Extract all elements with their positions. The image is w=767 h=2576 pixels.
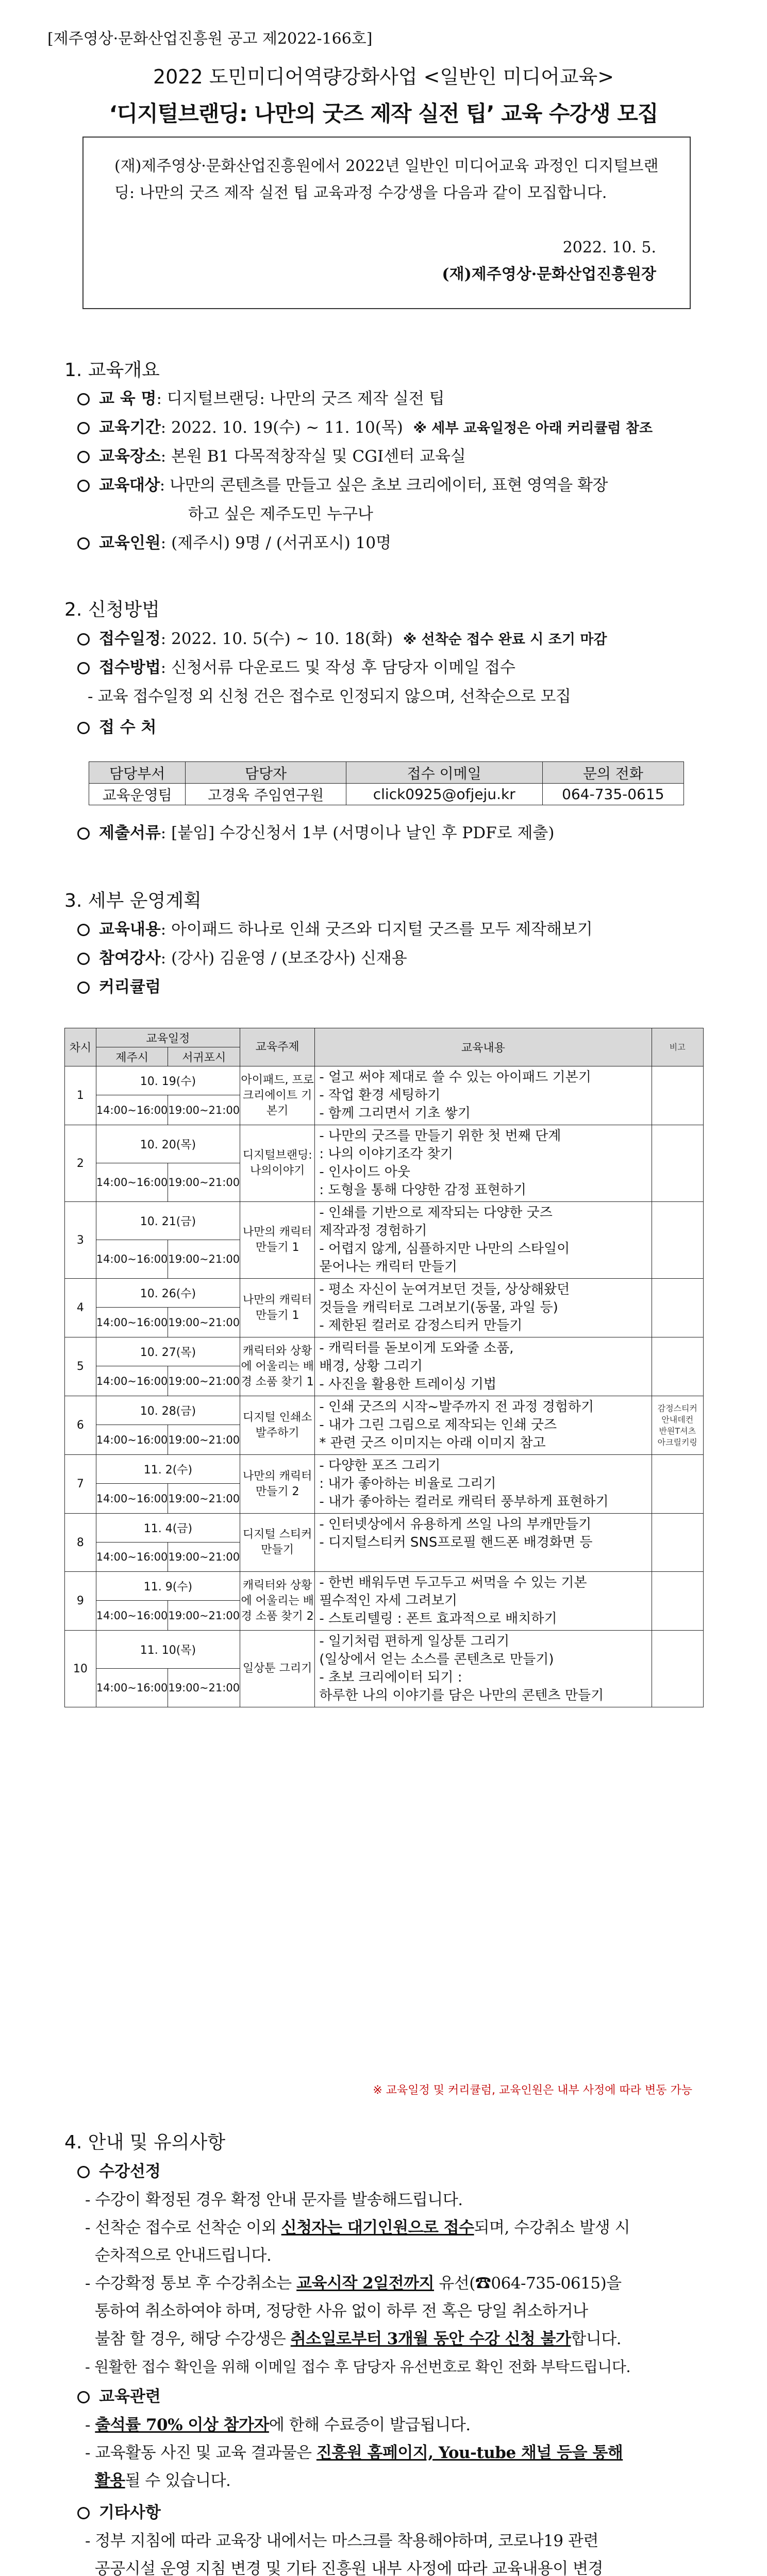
session-number: 5 bbox=[65, 1337, 96, 1396]
bullet-circle-icon bbox=[77, 633, 90, 646]
intro-box bbox=[82, 137, 691, 309]
session-content: - 다양한 포즈 그리기 : 내가 좋아하는 비율로 그리기 - 내가 좋아하는 컬러로 캐릭터 풍부하게 표현하기 bbox=[315, 1455, 652, 1514]
bullet-circle-icon bbox=[77, 953, 90, 965]
session-content: - 한번 배워두면 두고두고 써먹을 수 있는 기본 필수적인 자세 그려보기 - 스토리텔링 : 폰트 효과적으로 배치하기 bbox=[315, 1572, 652, 1631]
session-time-seogwipo: 19:00~21:00 bbox=[168, 1095, 240, 1125]
session-number: 3 bbox=[65, 1202, 96, 1279]
apply-docs: 제출서류: [붙임] 수강신청서 1부 (서명이나 날인 후 PDF로 제출) bbox=[77, 822, 554, 844]
session-time-seogwipo: 19:00~21:00 bbox=[168, 1425, 240, 1455]
session-topic: 캐릭터와 상황에 어울리는 배경 소품 찾기 1 bbox=[240, 1337, 315, 1396]
plan-lecturer: 참여강사: (강사) 김윤영 / (보조강사) 신재용 bbox=[77, 947, 407, 970]
session-time-seogwipo: 19:00~21:00 bbox=[168, 1308, 240, 1337]
curriculum-row bbox=[65, 1202, 704, 1240]
session-number: 4 bbox=[65, 1279, 96, 1337]
curriculum-row bbox=[65, 1125, 704, 1163]
session-content: - 평소 자신이 눈여겨보던 것들, 상상해왔던 것들을 캐릭터로 그려보기(동물, 과일 등) - 제한된 컬러로 감정스티커 만들기 bbox=[315, 1279, 652, 1337]
session-date: 10. 27(목) bbox=[96, 1337, 240, 1366]
curriculum-table bbox=[64, 1028, 704, 1707]
session-remark bbox=[652, 1337, 703, 1396]
session-content: - 나만의 굿즈를 만들기 위한 첫 번째 단계 : 나의 이야기조각 찾기 - 인사이드 아웃 : 도형을 통해 다양한 감정 표현하기 bbox=[315, 1125, 652, 1202]
session-content: - 얼고 써야 제대로 쓸 수 있는 아이패드 기본기 - 작업 환경 세팅하기 - 함께 그리면서 기초 쌓기 bbox=[315, 1066, 652, 1125]
bullet-circle-icon bbox=[77, 662, 90, 674]
session-content: - 일기처럼 편하게 일상툰 그리기 (일상에서 얻는 소스를 콘텐츠로 만들기) - 초보 크리에이터 되기 : 하루한 나의 이야기를 담은 나만의 콘텐츠 만들기 bbox=[315, 1631, 652, 1707]
session-content: - 인쇄를 기반으로 제작되는 다양한 굿즈 제작과정 경험하기 - 어렵지 않게, 심플하지만 나만의 스타일이 묻어나는 캐릭터 만들기 bbox=[315, 1202, 652, 1279]
etc-line-2: 공공시설 운영 지침 변경 및 기타 진흥원 내부 사정에 따라 교육내용이 변경 bbox=[85, 2560, 603, 2576]
contact-email[interactable]: click0925@ofjeju.kr bbox=[346, 784, 542, 805]
session-content: - 인터넷상에서 유용하게 쓰일 나의 부캐만들기 - 디지털스티커 SNS프로필 핸드폰 배경화면 등 bbox=[315, 1514, 652, 1572]
session-topic: 캐릭터와 상황에 어울리는 배경 소품 찾기 2 bbox=[240, 1572, 315, 1631]
session-time-seogwipo: 19:00~21:00 bbox=[168, 1484, 240, 1514]
session-topic: 일상툰 그리기 bbox=[240, 1631, 315, 1707]
session-topic: 나만의 캐릭터 만들기 2 bbox=[240, 1455, 315, 1514]
selection-line-3: 순차적으로 안내드립니다. bbox=[85, 2246, 272, 2265]
session-remark bbox=[652, 1279, 703, 1337]
session-content: - 인쇄 굿즈의 시작~발주까지 전 과정 경험하기 - 내가 그린 그림으로 제작되는 인쇄 굿즈 * 관련 굿즈 이미지는 아래 이미지 참고 bbox=[315, 1396, 652, 1455]
contact-table-header bbox=[89, 762, 684, 784]
header-schedule: 교육일정 bbox=[96, 1028, 240, 1047]
overview-item-period: 교육기간: 2022. 10. 19(수) ~ 11. 10(목) ※ 세부 교육일정은 아래 커리큘럼 참조 bbox=[77, 416, 653, 440]
header-content: 교육내용 bbox=[315, 1028, 652, 1066]
session-remark bbox=[652, 1631, 703, 1707]
session-date: 10. 20(목) bbox=[96, 1125, 240, 1163]
session-date: 11. 2(수) bbox=[96, 1455, 240, 1484]
overview-item-capacity: 교육인원: (제주시) 9명 / (서귀포시) 10명 bbox=[77, 532, 391, 554]
session-time-seogwipo: 19:00~21:00 bbox=[168, 1240, 240, 1278]
bullet-circle-icon bbox=[77, 2391, 90, 2403]
header-remark: 비고 bbox=[652, 1028, 703, 1066]
session-remark bbox=[652, 1066, 703, 1125]
curriculum-header-row1 bbox=[65, 1028, 704, 1047]
session-remark bbox=[652, 1572, 703, 1631]
bullet-circle-icon bbox=[77, 480, 90, 492]
session-number: 1 bbox=[65, 1066, 96, 1125]
curriculum-row bbox=[65, 1514, 704, 1543]
section2-heading: 2. 신청방법 bbox=[64, 599, 160, 620]
session-remark bbox=[652, 1455, 703, 1514]
contact-table-row bbox=[89, 784, 684, 805]
bullet-circle-icon bbox=[77, 2166, 90, 2178]
contact-header-email: 접수 이메일 bbox=[346, 762, 542, 784]
plan-content: 교육내용: 아이패드 하나로 인쇄 굿즈와 디지털 굿즈를 모두 제작해보기 bbox=[77, 918, 593, 941]
bullet-circle-icon bbox=[77, 981, 90, 994]
apply-method-note: - 교육 접수일정 외 신청 건은 접수로 인정되지 않으며, 선착순으로 모집 bbox=[88, 687, 571, 706]
session-time-jeju: 14:00~16:00 bbox=[96, 1425, 168, 1455]
session-number: 10 bbox=[65, 1631, 96, 1707]
bullet-circle-icon bbox=[77, 422, 90, 434]
overview-item-target: 교육대상: 나만의 콘텐츠를 만들고 싶은 초보 크리에이터, 표현 영역을 확장 bbox=[77, 474, 608, 497]
session-date: 11. 4(금) bbox=[96, 1514, 240, 1543]
selection-line-1: - 수강이 확정된 경우 확정 안내 문자를 발송해드립니다. bbox=[85, 2191, 463, 2209]
curriculum-row bbox=[65, 1337, 704, 1366]
intro-signature bbox=[442, 234, 656, 288]
session-remark: 감정스티커 안내데컨 반원T셔츠 아크릴키링 bbox=[652, 1396, 703, 1455]
section4-heading: 4. 안내 및 유의사항 bbox=[64, 2132, 226, 2153]
session-remark bbox=[652, 1514, 703, 1572]
session-time-seogwipo: 19:00~21:00 bbox=[168, 1668, 240, 1707]
session-time-seogwipo: 19:00~21:00 bbox=[168, 1163, 240, 1201]
etc-line-1: - 정부 지침에 따라 교육장 내에서는 마스크를 착용해야하며, 코로나19 관련 bbox=[85, 2532, 598, 2550]
session-number: 6 bbox=[65, 1396, 96, 1455]
notice-education-heading: 교육관련 bbox=[77, 2385, 161, 2408]
selection-line-6: 불참 할 경우, 해당 수강생은 취소일로부터 3개월 동안 수강 신청 불가합니다. bbox=[85, 2330, 622, 2348]
session-remark bbox=[652, 1125, 703, 1202]
session-topic: 디지털 스티커 만들기 bbox=[240, 1514, 315, 1572]
apply-contact-label: 접 수 처 bbox=[77, 716, 156, 739]
header-jeju: 제주시 bbox=[96, 1047, 168, 1066]
curriculum-row bbox=[65, 1631, 704, 1669]
notice-etc-heading: 기타사항 bbox=[77, 2501, 161, 2524]
session-time-jeju: 14:00~16:00 bbox=[96, 1366, 168, 1396]
curriculum-row bbox=[65, 1396, 704, 1425]
session-time-jeju: 14:00~16:00 bbox=[96, 1668, 168, 1707]
header-session: 차시 bbox=[65, 1028, 96, 1066]
curriculum-footnote: ※ 교육일정 및 커리큘럼, 교육인원은 내부 사정에 따라 변동 가능 bbox=[373, 2084, 692, 2097]
curriculum-row bbox=[65, 1066, 704, 1095]
bullet-circle-icon bbox=[77, 537, 90, 550]
overview-item-name: 교 육 명: 디지털브랜딩: 나만의 굿즈 제작 실전 팁 bbox=[77, 387, 445, 410]
session-date: 11. 10(목) bbox=[96, 1631, 240, 1669]
selection-line-2: - 선착순 접수로 선착순 이외 신청자는 대기인원으로 접수되며, 수강취소 발생 시 bbox=[85, 2218, 630, 2237]
section1-heading: 1. 교육개요 bbox=[64, 360, 160, 381]
education-line-2: - 교육활동 사진 및 교육 결과물은 진흥원 홈페이지, You-tube 채널 등을 통해 bbox=[85, 2444, 623, 2462]
session-number: 8 bbox=[65, 1514, 96, 1572]
session-number: 2 bbox=[65, 1125, 96, 1202]
apply-method: 접수방법: 신청서류 다운로드 및 작성 후 담당자 이메일 접수 bbox=[77, 656, 515, 679]
session-time-jeju: 14:00~16:00 bbox=[96, 1543, 168, 1572]
session-number: 7 bbox=[65, 1455, 96, 1514]
session-time-jeju: 14:00~16:00 bbox=[96, 1095, 168, 1125]
overview-item-place: 교육장소: 본원 B1 다목적창작실 및 CGI센터 교육실 bbox=[77, 445, 466, 468]
session-topic: 아이패드, 프로크리에이트 기본기 bbox=[240, 1066, 315, 1125]
session-date: 11. 9(수) bbox=[96, 1572, 240, 1601]
selection-line-7: - 원활한 접수 확인을 위해 이메일 접수 후 담당자 유선번호로 확인 전화 부탁드립니다. bbox=[85, 2358, 631, 2376]
education-line-1: - 출석률 70% 이상 참가자에 한해 수료증이 발급됩니다. bbox=[85, 2416, 471, 2434]
notice-number: [제주영상·문화산업진흥원 공고 제2022-166호] bbox=[47, 30, 373, 48]
session-number: 9 bbox=[65, 1572, 96, 1631]
contact-phone: 064-735-0615 bbox=[542, 784, 683, 805]
contact-header-phone: 문의 전화 bbox=[542, 762, 683, 784]
session-time-jeju: 14:00~16:00 bbox=[96, 1163, 168, 1201]
curriculum-row bbox=[65, 1279, 704, 1308]
bullet-circle-icon bbox=[77, 827, 90, 840]
session-topic: 나만의 캐릭터 만들기 1 bbox=[240, 1279, 315, 1337]
curriculum-row bbox=[65, 1572, 704, 1601]
contact-table bbox=[89, 761, 684, 805]
page-title-line2: ‘디지털브랜딩: 나만의 굿즈 제작 실전 팁’ 교육 수강생 모집 bbox=[109, 101, 658, 126]
selection-line-4: - 수강확정 통보 후 수강취소는 교육시작 2일전까지 유선(☎064-735-0615)을 bbox=[85, 2274, 622, 2293]
bullet-circle-icon bbox=[77, 722, 90, 734]
session-content: - 캐릭터를 돋보이게 도와줄 소품, 배경, 상황 그리기 - 사진을 활용한 트레이싱 기법 bbox=[315, 1337, 652, 1396]
education-line-3: 활용될 수 있습니다. bbox=[94, 2471, 231, 2490]
session-date: 10. 26(수) bbox=[96, 1279, 240, 1308]
session-time-jeju: 14:00~16:00 bbox=[96, 1240, 168, 1278]
intro-org: (재)제주영상·문화산업진흥원장 bbox=[442, 265, 656, 283]
intro-text: (재)제주영상·문화산업진흥원에서 2022년 일반인 미디어교육 과정인 디지털브랜딩: 나만의 굿즈 제작 실전 팁 교육과정 수강생을 다음과 같이 모집합니다. bbox=[114, 157, 659, 202]
apply-period: 접수일정: 2022. 10. 5(수) ~ 10. 18(화) ※ 선착순 접수 완료 시 조기 마감 bbox=[77, 628, 607, 651]
curriculum-row bbox=[65, 1455, 704, 1484]
session-topic: 디지털 인쇄소 발주하기 bbox=[240, 1396, 315, 1455]
header-topic: 교육주제 bbox=[240, 1028, 315, 1066]
session-time-jeju: 14:00~16:00 bbox=[96, 1308, 168, 1337]
session-date: 10. 21(금) bbox=[96, 1202, 240, 1240]
session-time-seogwipo: 19:00~21:00 bbox=[168, 1366, 240, 1396]
intro-date: 2022. 10. 5. bbox=[562, 239, 656, 257]
session-date: 10. 19(수) bbox=[96, 1066, 240, 1095]
section3-heading: 3. 세부 운영계획 bbox=[64, 890, 202, 911]
overview-target-cont: 하고 싶은 제주도민 누구나 bbox=[188, 505, 373, 523]
selection-line-5: 통하여 취소하여야 하며, 정당한 사유 없이 하루 전 혹은 당일 취소하거나 bbox=[85, 2302, 588, 2320]
bullet-circle-icon bbox=[77, 924, 90, 936]
header-seogwipo: 서귀포시 bbox=[168, 1047, 240, 1066]
notice-selection-heading: 수강선정 bbox=[77, 2160, 161, 2183]
session-topic: 나만의 캐릭터 만들기 1 bbox=[240, 1202, 315, 1279]
contact-header-person: 담당자 bbox=[186, 762, 346, 784]
page-title-line1: 2022 도민미디어역량강화사업 <일반인 미디어교육> bbox=[153, 65, 614, 88]
contact-dept: 교육운영팀 bbox=[89, 784, 186, 805]
contact-person: 고경욱 주임연구원 bbox=[186, 784, 346, 805]
session-time-jeju: 14:00~16:00 bbox=[96, 1601, 168, 1631]
bullet-circle-icon bbox=[77, 393, 90, 405]
bullet-circle-icon bbox=[77, 451, 90, 463]
curriculum-body bbox=[65, 1066, 704, 1707]
session-remark bbox=[652, 1202, 703, 1279]
session-date: 10. 28(금) bbox=[96, 1396, 240, 1425]
plan-curriculum-label: 커리큘럼 bbox=[77, 976, 161, 998]
session-time-seogwipo: 19:00~21:00 bbox=[168, 1601, 240, 1631]
bullet-circle-icon bbox=[77, 2507, 90, 2519]
session-topic: 디지털브랜딩: 나의이야기 bbox=[240, 1125, 315, 1202]
contact-header-dept: 담당부서 bbox=[89, 762, 186, 784]
session-time-jeju: 14:00~16:00 bbox=[96, 1484, 168, 1514]
session-time-seogwipo: 19:00~21:00 bbox=[168, 1543, 240, 1572]
